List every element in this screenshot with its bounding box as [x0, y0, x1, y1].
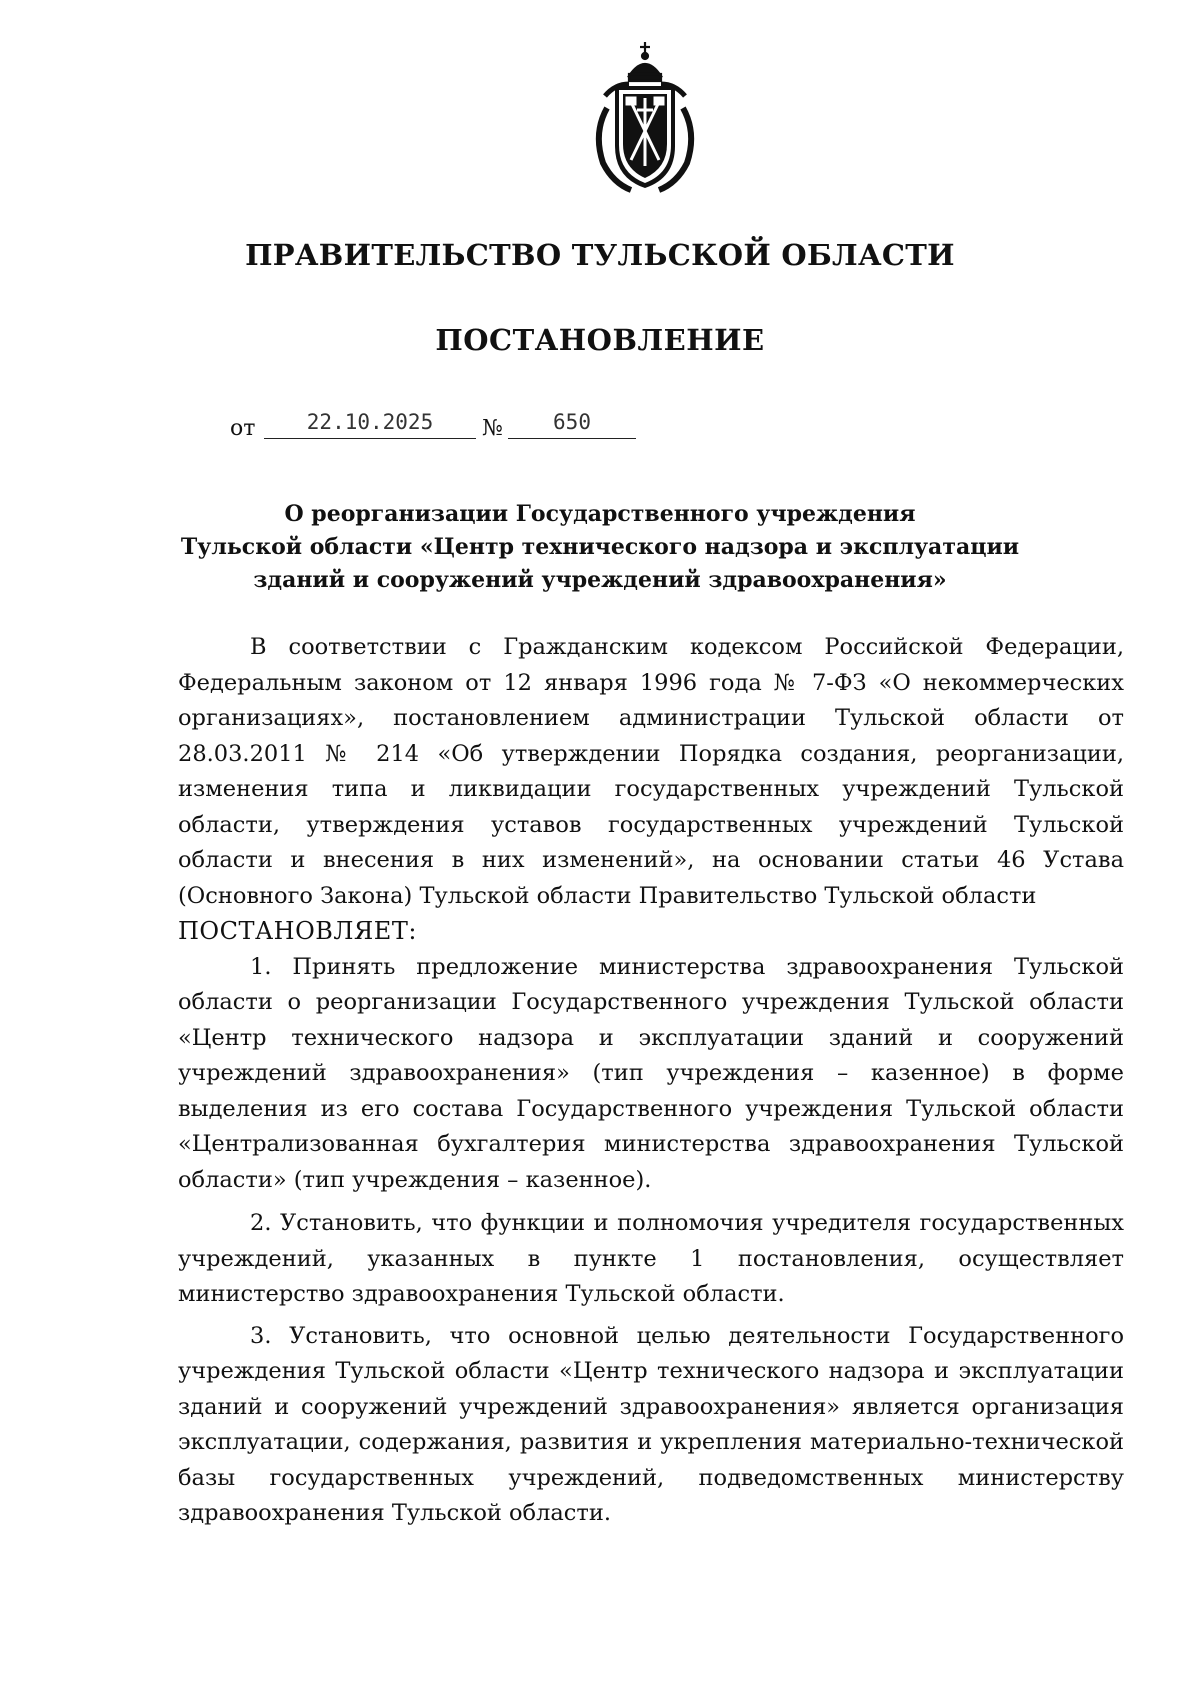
subject-line-3: зданий и сооружений учреждений здравоохранения»	[253, 567, 947, 593]
item-2-paragraph: 2. Установить, что функции и полномочия учредителя государственных учреждений, указанных в пункте 1 постановления, осуществляет министерство здравоохранения Тульской области.	[178, 1210, 1124, 1307]
subject-line-1: О реорганизации Государственного учреждения	[284, 501, 916, 527]
subject-line-2: Тульской области «Центр технического надзора и эксплуатации	[180, 534, 1020, 560]
item-3-paragraph: 3. Установить, что основной целью деятельности Государственного учреждения Тульской области «Центр технического надзора и эксплуатации зданий и сооружений учреждений здравоохранения» является организация эксплуатации, содержания, развития и укрепления материально-технической базы государственных учреждений, подведомственных министерству здравоохранения Тульской области.	[178, 1322, 1124, 1526]
preamble-paragraph: В соответствии с Гражданским кодексом Российской Федерации, Федеральным законом от 12 января 1996 года № 7-ФЗ «О некоммерческих организациях», постановлением администрации Тульской области от 28.03.2011 № 214 «Об утверждении Порядка создания, реорганизации, изменения типа и ликвидации государственных учреждений Тульской области, утверждения уставов государственных учреждений Тульской области и внесения в них изменений», на основании статьи 46 Устава (Основного Закона) Тульской области Правительство Тульской области	[178, 634, 1124, 909]
document-type-title: ПОСТАНОВЛЕНИЕ	[435, 323, 765, 357]
date-value: 22.10.2025	[264, 410, 476, 439]
document-details	[230, 410, 710, 440]
date-label: от	[230, 416, 256, 441]
resolves-keyword: ПОСТАНОВЛЯЕТ:	[178, 917, 417, 945]
tula-coat-of-arms-icon	[585, 38, 705, 196]
number-label: №	[482, 416, 503, 441]
item-1-paragraph: 1. Принять предложение министерства здравоохранения Тульской области о реорганизации Государственного учреждения Тульской области «Центр технического надзора и эксплуатации зданий и сооружений учреждений здравоохранения» (тип учреждения – казенное) в форме выделения из его состава Государственного учреждения Тульской области «Централизованная бухгалтерия министерства здравоохранения Тульской области» (тип учреждения – казенное).	[178, 953, 1124, 1193]
number-value: 650	[508, 410, 636, 439]
organization-title: ПРАВИТЕЛЬСТВО ТУЛЬСКОЙ ОБЛАСТИ	[245, 238, 955, 272]
document-body	[178, 630, 1124, 1532]
document-subject	[160, 498, 1040, 597]
